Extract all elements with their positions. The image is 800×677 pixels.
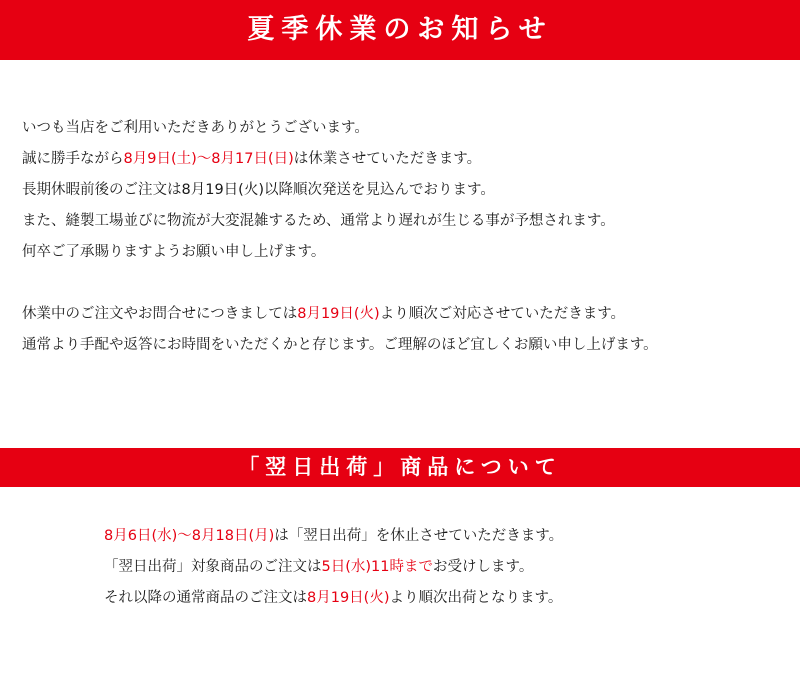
summer-holiday-title: 夏季休業のお知らせ xyxy=(247,14,553,45)
nextday-line-deadline xyxy=(104,552,563,583)
notice-line-shipping: 長期休暇前後のご注文は8月19日(火)以降順次発送を見込んでおります。 xyxy=(22,182,495,198)
notice-line-response: 通常より手配や返答にお時間をいただくかと存じます。ご理解のほど宜しくお願い申し上げます。 xyxy=(22,337,658,353)
nextday-line-resume xyxy=(104,583,563,614)
notice-line-delay: また、縫製工場並びに物流が大変混雑するため、通常より遅れが生じる事が予想されます。 xyxy=(22,213,615,229)
resume-suffix: より順次出荷となります。 xyxy=(389,590,563,606)
resume-prefix: それ以降の通常商品のご注文は xyxy=(104,590,307,606)
deadline-time: 5日(水)11時まで xyxy=(321,559,433,575)
summer-holiday-banner xyxy=(0,0,800,60)
notice-line-apology: 何卒ご了承賜りますようお願い申し上げます。 xyxy=(22,244,326,260)
suspension-dates: 8月6日(水)～8月18日(月) xyxy=(104,528,275,544)
notice-line-greeting: いつも当店をご利用いただきありがとうございます。 xyxy=(22,120,369,136)
inquiry-notice-text xyxy=(22,299,658,361)
closure-suffix: は休業させていただきます。 xyxy=(293,151,482,167)
next-day-shipping-banner xyxy=(0,448,800,487)
suspension-suffix: は「翌日出荷」を休止させていただきます。 xyxy=(274,528,564,544)
inquiry-date: 8月19日(火) xyxy=(297,306,380,322)
deadline-prefix: 「翌日出荷」対象商品のご注文は xyxy=(104,559,322,575)
next-day-shipping-text xyxy=(104,521,563,614)
closure-prefix: 誠に勝手ながら xyxy=(22,151,124,167)
next-day-shipping-title: 「翌日出荷」商品について xyxy=(238,455,562,479)
resume-date: 8月19日(火) xyxy=(307,590,390,606)
deadline-suffix: お受けします。 xyxy=(433,559,534,575)
notice-line-closure xyxy=(22,144,615,175)
closure-dates: 8月9日(土)～8月17日(日) xyxy=(123,151,294,167)
summer-notice-text xyxy=(22,113,615,268)
inquiry-prefix: 休業中のご注文やお問合せにつきましては xyxy=(22,306,298,322)
inquiry-suffix: より順次ご対応させていただきます。 xyxy=(379,306,626,322)
nextday-line-suspension xyxy=(104,521,563,552)
notice-line-inquiry xyxy=(22,299,658,330)
